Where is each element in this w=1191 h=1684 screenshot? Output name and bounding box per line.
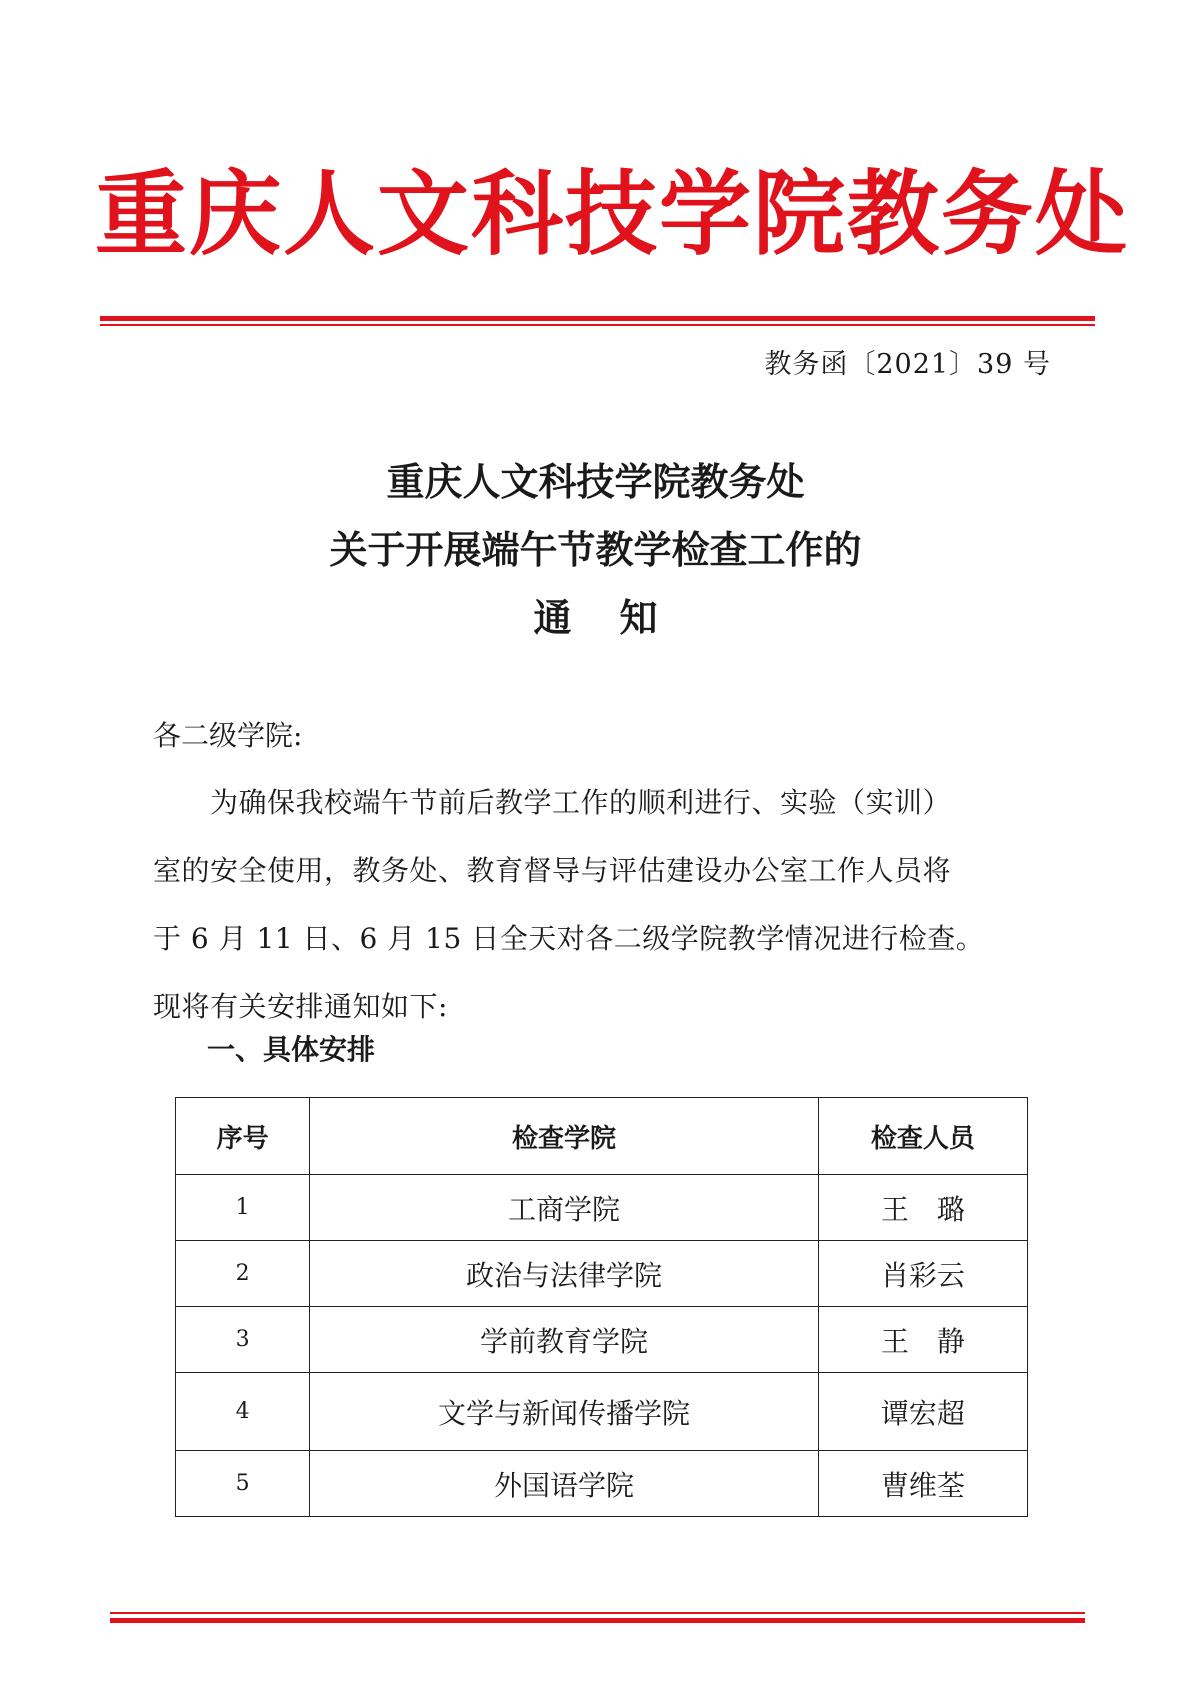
- body-line-1: 为确保我校端午节前后教学工作的顺利进行、实验（实训）: [210, 786, 952, 819]
- row-college: 政治与法律学院: [310, 1241, 819, 1307]
- table-row: [176, 1373, 1028, 1451]
- row-college: 文学与新闻传播学院: [310, 1373, 819, 1451]
- masthead-rule-thick: [100, 316, 1095, 321]
- row-index: 2: [176, 1241, 310, 1307]
- table-row: [176, 1241, 1028, 1307]
- document-number: 教务函〔2021〕39 号: [764, 349, 1051, 380]
- row-index: 4: [176, 1373, 310, 1451]
- body-line-2: 室的安全使用，教务处、教育督导与评估建设办公室工作人员将: [153, 854, 952, 887]
- header-index: 序号: [176, 1098, 310, 1175]
- table-row: [176, 1307, 1028, 1373]
- masthead-rule-thin: [100, 324, 1095, 326]
- title-line-3: 通知: [533, 596, 706, 640]
- inspection-schedule-table: [175, 1097, 1028, 1517]
- table-row: [176, 1451, 1028, 1517]
- row-college: 外国语学院: [310, 1451, 819, 1517]
- row-index: 5: [176, 1451, 310, 1517]
- table-row: [176, 1175, 1028, 1241]
- masthead-title: 重庆人文科技学院教务处: [95, 161, 1130, 268]
- body-line-4: 现将有关安排通知如下:: [153, 990, 448, 1023]
- footer-rule-thin: [110, 1612, 1085, 1614]
- row-staff: 王 璐: [818, 1175, 1027, 1241]
- row-college: 学前教育学院: [310, 1307, 819, 1373]
- header-college: 检查学院: [310, 1098, 819, 1175]
- row-staff: 谭宏超: [818, 1373, 1027, 1451]
- header-staff: 检查人员: [818, 1098, 1027, 1175]
- body-line-3: 于 6 月 11 日、6 月 15 日全天对各二级学院教学情况进行检查。: [153, 922, 985, 955]
- row-index: 1: [176, 1175, 310, 1241]
- row-staff: 王 静: [818, 1307, 1027, 1373]
- row-staff: 肖彩云: [818, 1241, 1027, 1307]
- addressee: 各二级学院:: [153, 719, 303, 752]
- row-staff: 曹维荃: [818, 1451, 1027, 1517]
- footer-rule-thick: [110, 1618, 1085, 1623]
- title-line-1: 重庆人文科技学院教务处: [386, 460, 805, 504]
- section-heading-arrangement: 一、具体安排: [207, 1033, 376, 1066]
- row-college: 工商学院: [310, 1175, 819, 1241]
- table-header-row: [176, 1098, 1028, 1175]
- title-line-2: 关于开展端午节教学检查工作的: [329, 528, 862, 572]
- row-index: 3: [176, 1307, 310, 1373]
